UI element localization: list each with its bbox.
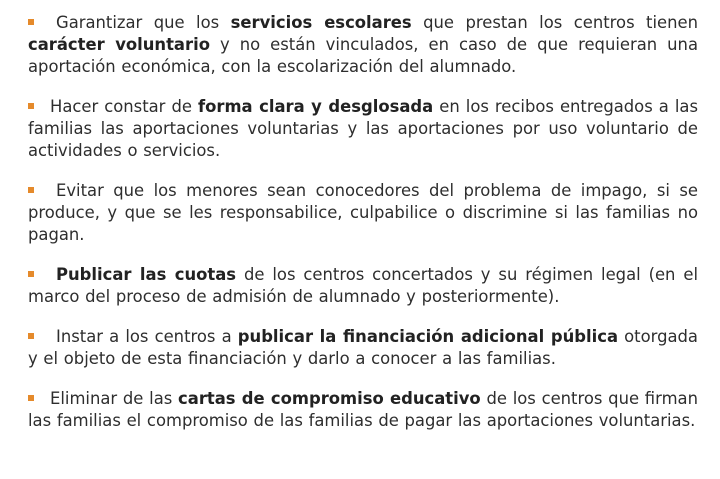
item-text: Eliminar de las xyxy=(50,389,179,408)
item-bold-text: carácter voluntario xyxy=(28,35,210,54)
list-item xyxy=(28,12,698,78)
item-bold-text: Publicar las cuotas xyxy=(56,265,237,284)
item-text: y no están vinculados, en caso de que requieran una aportación económica, con la escolarización del alumnado. xyxy=(28,35,698,76)
item-text: Instar a los centros a xyxy=(56,327,238,346)
item-text: Garantizar que los xyxy=(56,13,231,32)
square-bullet-icon xyxy=(28,395,34,401)
item-bold-text: servicios escolares xyxy=(230,13,412,32)
item-text: en los recibos entregados a las familias las aportaciones voluntarias y las aportaciones por uso voluntario de actividades o servicios. xyxy=(28,97,698,160)
item-bold-text: publicar la financiación adicional pública xyxy=(237,327,618,346)
square-bullet-icon xyxy=(28,19,34,25)
item-bold-text: forma clara y desglosada xyxy=(197,97,434,116)
list-item xyxy=(28,96,698,162)
item-text: Evitar que los menores sean conocedores del problema de impago, si se produce, y que se les responsabilice, culpabilice o discrimine si las familias no pagan. xyxy=(28,181,698,244)
list-item xyxy=(28,264,698,308)
square-bullet-icon xyxy=(28,271,34,277)
item-text: otorgada y el objeto de esta financiación y darlo a conocer a las familias. xyxy=(28,327,698,368)
list-item xyxy=(28,388,698,432)
list-item xyxy=(28,180,698,246)
item-text: de los centros concertados y su régimen legal (en el marco del proceso de admisión de alumnado y posteriormente). xyxy=(28,265,698,306)
square-bullet-icon xyxy=(28,333,34,339)
item-text: Hacer constar de xyxy=(50,97,198,116)
square-bullet-icon xyxy=(28,103,34,109)
bullet-list xyxy=(28,12,698,450)
square-bullet-icon xyxy=(28,187,34,193)
item-bold-text: cartas de compromiso educativo xyxy=(178,389,481,408)
item-text: que prestan los centros tienen xyxy=(411,13,698,32)
item-text: de los centros que firman las familias el compromiso de las familias de pagar las aportaciones voluntarias. xyxy=(28,389,698,430)
list-item xyxy=(28,326,698,370)
